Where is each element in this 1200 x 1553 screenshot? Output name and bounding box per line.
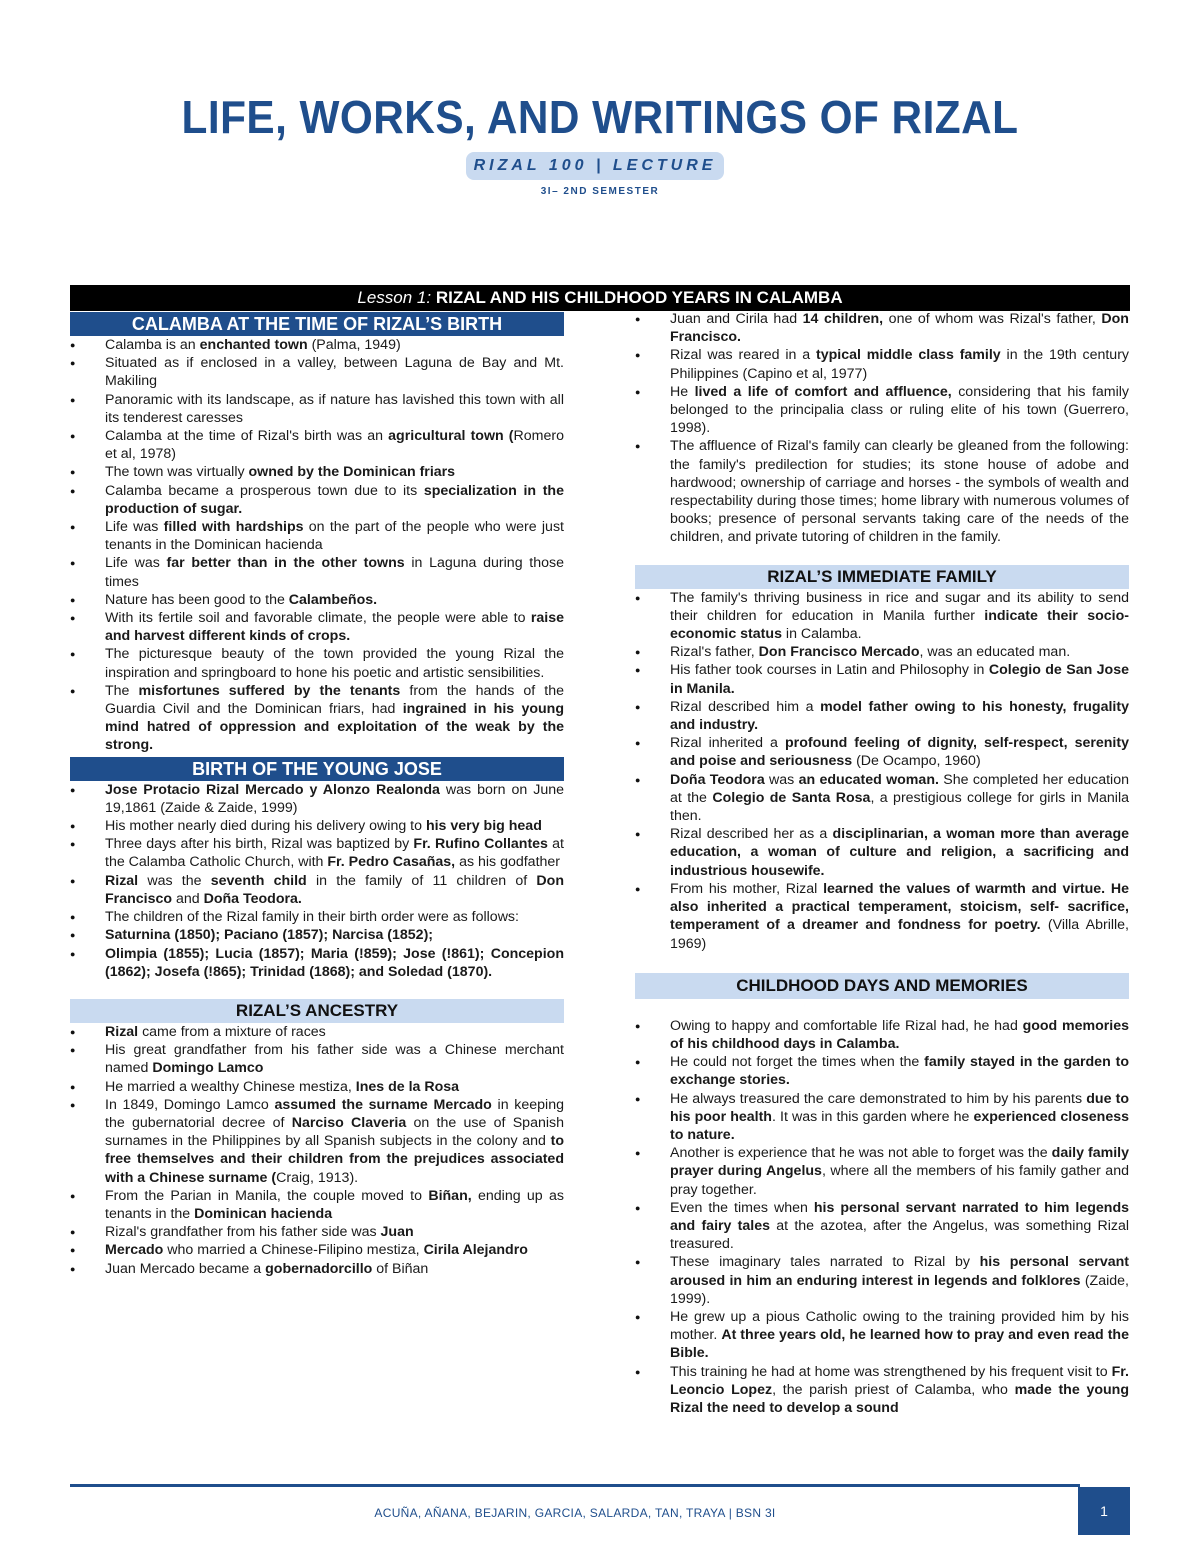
list-item: ● These imaginary tales narrated to Rizal by his personal servant aroused in him an enduring interest in legends and folklores (Zaide, 1999). bbox=[635, 1253, 1129, 1308]
list-item: ● The family's thriving business in rice and sugar and its ability to send their children for education in Manila further indicate their socio-economic status in Calamba. bbox=[635, 589, 1129, 644]
right-column bbox=[635, 310, 1129, 1417]
list-item: ● He could not forget the times when the family stayed in the garden to exchange stories. bbox=[635, 1053, 1129, 1089]
list-item: ● Another is experience that he was not able to forget was the daily family prayer during Angelus, where all the members of his family gather and pray together. bbox=[635, 1144, 1129, 1199]
section-heading-childhood: CHILDHOOD DAYS AND MEMORIES bbox=[635, 973, 1129, 999]
list-item: ● Jose Protacio Rizal Mercado y Alonzo Realonda was born on June 19,1861 (Zaide & Zaide, 1999) bbox=[70, 781, 564, 817]
list-item: ● Rizal was the seventh child in the family of 11 children of Don Francisco and Doña Teodora. bbox=[70, 872, 564, 908]
list-item: ● The misfortunes suffered by the tenants from the hands of the Guardia Civil and the Dominican friars, had ingrained in his young mind hatred of oppression and exploitation of the weak by the strong. bbox=[70, 682, 564, 755]
section-heading-calamba: CALAMBA AT THE TIME OF RIZAL’S BIRTH bbox=[70, 312, 564, 336]
list-item: ● The town was virtually owned by the Dominican friars bbox=[70, 463, 564, 481]
list-item: ● His great grandfather from his father side was a Chinese merchant named Domingo Lamco bbox=[70, 1041, 564, 1077]
lesson-title: RIZAL AND HIS CHILDHOOD YEARS IN CALAMBA bbox=[431, 288, 843, 307]
bullet-list bbox=[635, 1017, 1129, 1417]
section-heading-birth: BIRTH OF THE YOUNG JOSE bbox=[70, 757, 564, 781]
bullet-list bbox=[635, 310, 1129, 547]
lesson-title-bar bbox=[70, 285, 1130, 311]
list-item: ● Rizal described him a model father owing to his honesty, frugality and industry. bbox=[635, 698, 1129, 734]
list-item: ● Rizal's grandfather from his father side was Juan bbox=[70, 1223, 564, 1241]
lesson-prefix: Lesson 1: bbox=[357, 288, 432, 307]
left-column bbox=[70, 312, 564, 1278]
bullet-list bbox=[635, 589, 1129, 953]
footer-divider bbox=[70, 1484, 1080, 1487]
list-item: ● Life was far better than in the other towns in Laguna during those times bbox=[70, 554, 564, 590]
bullet-list bbox=[70, 781, 564, 981]
document-title: LIFE, WORKS, AND WRITINGS OF RIZAL bbox=[181, 91, 1019, 143]
list-item: ● Even the times when his personal servant narrated to him legends and fairy tales at the azotea, after the Angelus, was something Rizal treasured. bbox=[635, 1199, 1129, 1254]
list-item: ● With its fertile soil and favorable climate, the people were able to raise and harvest different kinds of crops. bbox=[70, 609, 564, 645]
section-heading-ancestry: RIZAL’S ANCESTRY bbox=[70, 999, 564, 1023]
list-item: ● He married a wealthy Chinese mestiza, Ines de la Rosa bbox=[70, 1078, 564, 1096]
list-item: ● Three days after his birth, Rizal was baptized by Fr. Rufino Collantes at the Calamba Catholic Church, with Fr. Pedro Casañas, as his godfather bbox=[70, 835, 564, 871]
list-item: ● In 1849, Domingo Lamco assumed the surname Mercado in keeping the gubernatorial decree of Narciso Claveria on the use of Spanish surnames in the Philippines by all Spanish subjects in the colony and to free themselves and their children from the prejudices associated with a Chinese surname (Craig, 1913). bbox=[70, 1096, 564, 1187]
page-number: 1 bbox=[1078, 1487, 1130, 1535]
list-item: ● Situated as if enclosed in a valley, between Laguna de Bay and Mt. Makiling bbox=[70, 354, 564, 390]
list-item: ● Juan and Cirila had 14 children, one of whom was Rizal's father, Don Francisco. bbox=[635, 310, 1129, 346]
list-item: ● Calamba at the time of Rizal's birth was an agricultural town (Romero et al, 1978) bbox=[70, 427, 564, 463]
list-item: ● Doña Teodora was an educated woman. She completed her education at the Colegio de Santa Rosa, a prestigious college for girls in Manila then. bbox=[635, 771, 1129, 826]
list-item: ● Saturnina (1850); Paciano (1857); Narcisa (1852); bbox=[70, 926, 564, 944]
list-item: ● Rizal described her as a disciplinarian, a woman more than average education, a woman of culture and religion, a sacrificing and industrious housewife. bbox=[635, 825, 1129, 880]
list-item: ● He grew up a pious Catholic owing to the training provided him by his mother. At three years old, he learned how to pray and even read the Bible. bbox=[635, 1308, 1129, 1363]
list-item: ● Life was filled with hardships on the part of the people who were just tenants in the Dominican hacienda bbox=[70, 518, 564, 554]
list-item: ● His mother nearly died during his delivery owing to his very big head bbox=[70, 817, 564, 835]
list-item: ● From his mother, Rizal learned the values of warmth and virtue. He also inherited a practical temperament, stoicism, self- sacrifice, temperament of a dreamer and fondness for poetry. (Villa Abrille, 1969) bbox=[635, 880, 1129, 953]
list-item: ● He lived a life of comfort and affluence, considering that his family belonged to the principalia class or ruling elite of his town (Guerrero, 1998). bbox=[635, 383, 1129, 438]
list-item: ● Calamba is an enchanted town (Palma, 1949) bbox=[70, 336, 564, 354]
list-item: ● The picturesque beauty of the town provided the young Rizal the inspiration and springboard to hone his poetic and artistic sensibilities. bbox=[70, 645, 564, 681]
list-item: ● Juan Mercado became a gobernadorcillo of Biñan bbox=[70, 1260, 564, 1278]
footer-authors: ACUÑA, AÑANA, BEJARIN, GARCIA, SALARDA, TAN, TRAYA | BSN 3I bbox=[374, 1506, 776, 1520]
list-item: ● Calamba became a prosperous town due to its specialization in the production of sugar. bbox=[70, 482, 564, 518]
list-item: ● The children of the Rizal family in their birth order were as follows: bbox=[70, 908, 564, 926]
list-item: ● He always treasured the care demonstrated to him by his parents due to his poor health. It was in this garden where he experienced closeness to nature. bbox=[635, 1090, 1129, 1145]
list-item: ● Owing to happy and comfortable life Rizal had, he had good memories of his childhood days in Calamba. bbox=[635, 1017, 1129, 1053]
semester-label: 3I– 2ND SEMESTER bbox=[540, 186, 660, 197]
list-item: ● Panoramic with its landscape, as if nature has lavished this town with all its tenderest caresses bbox=[70, 391, 564, 427]
list-item: ● Rizal was reared in a typical middle class family in the 19th century Philippines (Capino et al, 1977) bbox=[635, 346, 1129, 382]
list-item: ● This training he had at home was strengthened by his frequent visit to Fr. Leoncio Lopez, the parish priest of Calamba, who made the young Rizal the need to develop a sound bbox=[635, 1363, 1129, 1418]
list-item: ● Mercado who married a Chinese-Filipino mestiza, Cirila Alejandro bbox=[70, 1241, 564, 1259]
list-item: ● Rizal came from a mixture of races bbox=[70, 1023, 564, 1041]
list-item: ● Rizal's father, Don Francisco Mercado, was an educated man. bbox=[635, 643, 1129, 661]
section-heading-family: RIZAL’S IMMEDIATE FAMILY bbox=[635, 565, 1129, 589]
bullet-list bbox=[70, 336, 564, 755]
list-item: ● Nature has been good to the Calambeños. bbox=[70, 591, 564, 609]
course-label: RIZAL 100 | LECTURE bbox=[466, 152, 724, 180]
list-item: ● The affluence of Rizal's family can clearly be gleaned from the following: the family's predilection for studies; its stone house of adobe and hardwood; ownership of carriage and horses - the symbols of wealth and respectability during those times; home library with numerous volumes of books; presence of personal servants taking care of the needs of the children, and private tutoring of children in the family. bbox=[635, 437, 1129, 546]
list-item: ● Olimpia (1855); Lucia (1857); Maria (!859); Jose (!861); Concepion (1862); Josefa (!865); Trinidad (1868); and Soledad (1870). bbox=[70, 945, 564, 981]
list-item: ● Rizal inherited a profound feeling of dignity, self-respect, serenity and poise and seriousness (De Ocampo, 1960) bbox=[635, 734, 1129, 770]
list-item: ● His father took courses in Latin and Philosophy in Colegio de San Jose in Manila. bbox=[635, 661, 1129, 697]
bullet-list bbox=[70, 1023, 564, 1278]
list-item: ● From the Parian in Manila, the couple moved to Biñan, ending up as tenants in the Dominican hacienda bbox=[70, 1187, 564, 1223]
